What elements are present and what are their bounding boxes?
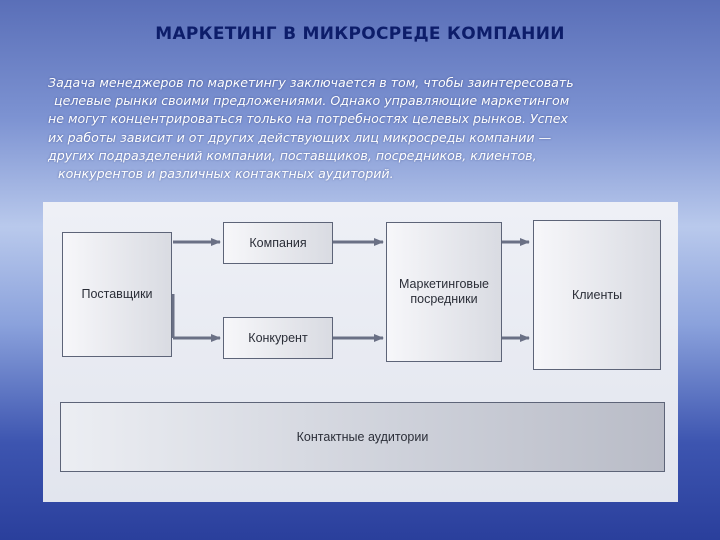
node-clients: Клиенты [533,220,661,370]
slide-title: МАРКЕТИНГ В МИКРОСРЕДЕ КОМПАНИИ [155,24,565,44]
text-line: их работы зависит и от других действующих лиц микросреды компании — [48,129,552,145]
text-line: других подразделений компании, поставщиков, посредников, клиентов, [48,147,537,163]
slide-text [48,74,688,183]
text-line: целевые рынки своими предложениями. Однако управляющие маркетингом [54,93,570,109]
text-line: конкурентов и различных контактных аудиторий. [58,166,394,182]
node-competitor: Конкурент [223,317,333,359]
node-company: Компания [223,222,333,264]
microenvironment-diagram [43,202,678,502]
text-line: Задача менеджеров по маркетингу заключается в том, чтобы заинтересовать [48,75,574,90]
node-contact-audiences: Контактные аудитории [60,402,665,472]
text-line: не могут концентрироваться только на потребностях целевых рынков. Успех [48,111,568,127]
node-intermediaries: Маркетинговые посредники [386,222,502,362]
node-suppliers: Поставщики [62,232,172,357]
